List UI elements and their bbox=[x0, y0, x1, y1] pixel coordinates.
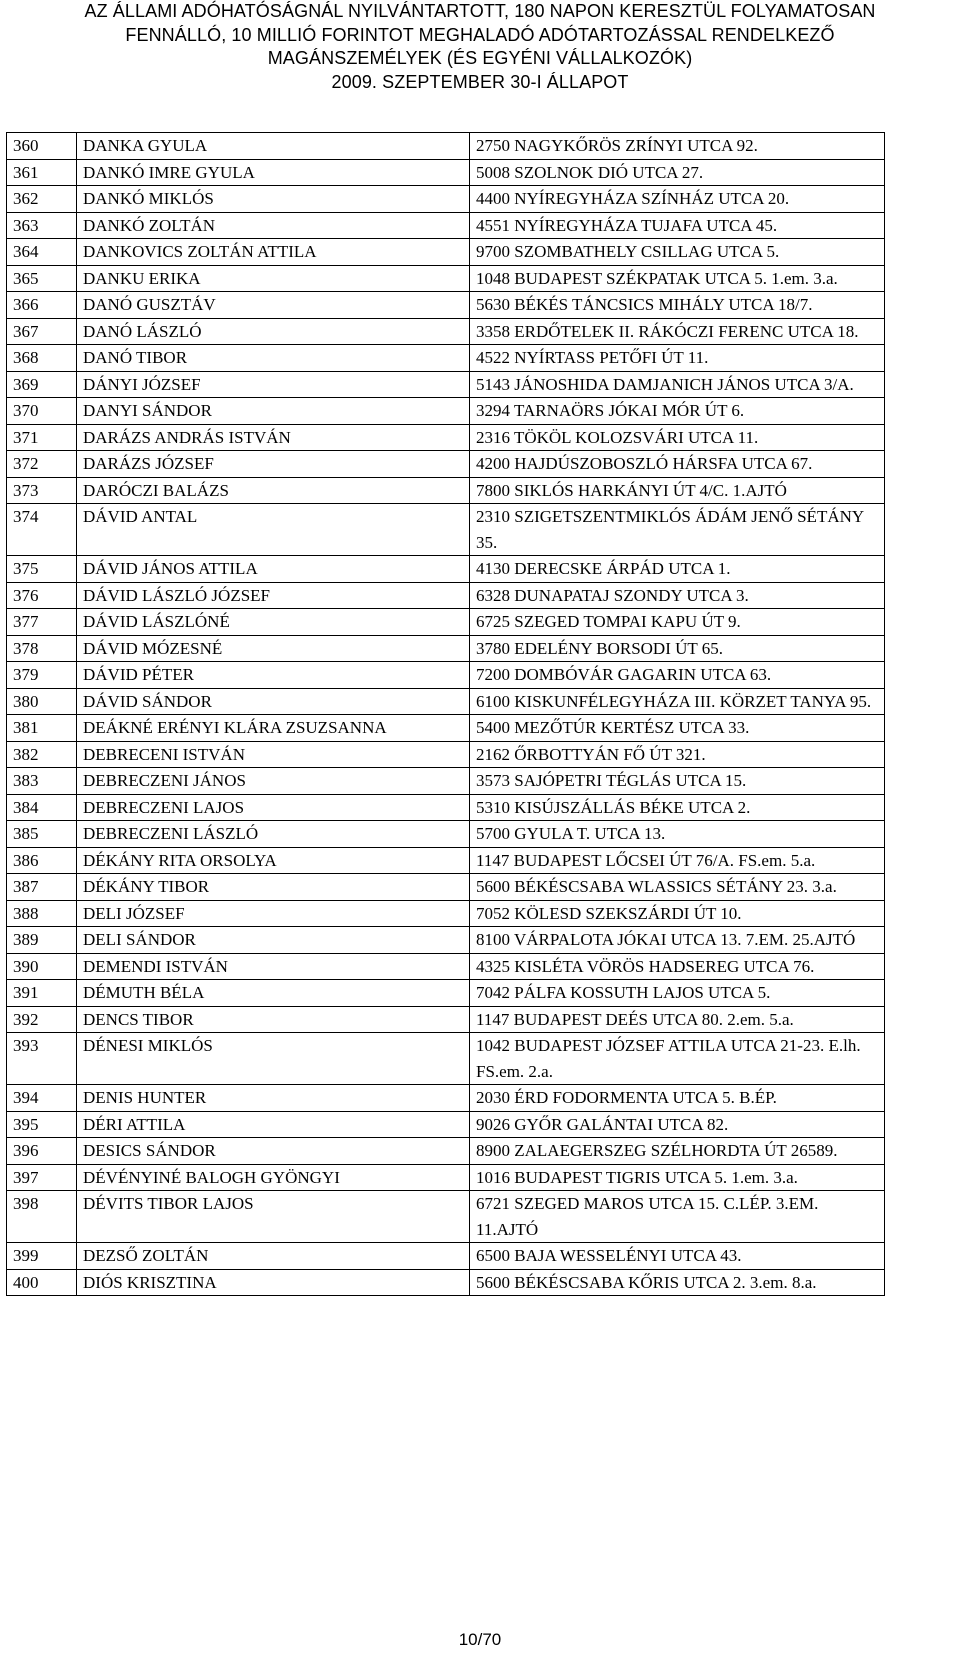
taxpayer-name: DARÓCZI BALÁZS bbox=[77, 477, 470, 504]
taxpayer-address: 2030 ÉRD FODORMENTA UTCA 5. B.ÉP. bbox=[470, 1085, 885, 1112]
row-number: 362 bbox=[7, 186, 77, 213]
table-row bbox=[7, 133, 885, 160]
taxpayer-name: DÉRI ATTILA bbox=[77, 1111, 470, 1138]
taxpayer-address: 1147 BUDAPEST LŐCSEI ÚT 76/A. FS.em. 5.a. bbox=[470, 847, 885, 874]
taxpayer-name: DÉNESI MIKLÓS bbox=[77, 1033, 470, 1085]
row-number: 372 bbox=[7, 451, 77, 478]
table-row bbox=[7, 1269, 885, 1296]
row-number: 363 bbox=[7, 212, 77, 239]
row-number: 374 bbox=[7, 504, 77, 556]
taxpayer-name: DANÓ LÁSZLÓ bbox=[77, 318, 470, 345]
table-row bbox=[7, 1111, 885, 1138]
taxpayer-address: 1042 BUDAPEST JÓZSEF ATTILA UTCA 21-23. E.lh. FS.em. 2.a. bbox=[470, 1033, 885, 1085]
taxpayer-name: DÁVID PÉTER bbox=[77, 662, 470, 689]
table-row bbox=[7, 556, 885, 583]
row-number: 391 bbox=[7, 980, 77, 1007]
table-row bbox=[7, 847, 885, 874]
table-row bbox=[7, 451, 885, 478]
table-row bbox=[7, 159, 885, 186]
taxpayer-address: 1048 BUDAPEST SZÉKPATAK UTCA 5. 1.em. 3.a. bbox=[470, 265, 885, 292]
taxpayer-name: DEBRECZENI LÁSZLÓ bbox=[77, 821, 470, 848]
table-row bbox=[7, 609, 885, 636]
taxpayer-address: 7200 DOMBÓVÁR GAGARIN UTCA 63. bbox=[470, 662, 885, 689]
row-number: 364 bbox=[7, 239, 77, 266]
row-number: 376 bbox=[7, 582, 77, 609]
taxpayer-name: DANKOVICS ZOLTÁN ATTILA bbox=[77, 239, 470, 266]
table-row bbox=[7, 398, 885, 425]
table-row bbox=[7, 980, 885, 1007]
table-row bbox=[7, 900, 885, 927]
taxpayer-name: DÁVID LÁSZLÓNÉ bbox=[77, 609, 470, 636]
table-row bbox=[7, 1191, 885, 1243]
row-number: 368 bbox=[7, 345, 77, 372]
taxpayer-address: 5600 BÉKÉSCSABA WLASSICS SÉTÁNY 23. 3.a. bbox=[470, 874, 885, 901]
taxpayer-name: DANKÓ ZOLTÁN bbox=[77, 212, 470, 239]
table-row bbox=[7, 794, 885, 821]
row-number: 378 bbox=[7, 635, 77, 662]
taxpayer-address: 9700 SZOMBATHELY CSILLAG UTCA 5. bbox=[470, 239, 885, 266]
row-number: 396 bbox=[7, 1138, 77, 1165]
row-number: 366 bbox=[7, 292, 77, 319]
header-line-2: FENNÁLLÓ, 10 MILLIÓ FORINTOT MEGHALADÓ ADÓTARTOZÁSSAL RENDELKEZŐ bbox=[125, 24, 835, 45]
taxpayer-name: DEBRECENI ISTVÁN bbox=[77, 741, 470, 768]
taxpayer-name: DANKÓ IMRE GYULA bbox=[77, 159, 470, 186]
taxpayer-address: 5008 SZOLNOK DIÓ UTCA 27. bbox=[470, 159, 885, 186]
page-number: 10/70 bbox=[458, 1630, 502, 1649]
table-row bbox=[7, 424, 885, 451]
taxpayer-address: 2310 SZIGETSZENTMIKLÓS ÁDÁM JENŐ SÉTÁNY 35. bbox=[470, 504, 885, 556]
row-number: 382 bbox=[7, 741, 77, 768]
table-row bbox=[7, 821, 885, 848]
row-number: 383 bbox=[7, 768, 77, 795]
taxpayer-name: DARÁZS JÓZSEF bbox=[77, 451, 470, 478]
taxpayer-address: 5143 JÁNOSHIDA DAMJANICH JÁNOS UTCA 3/A. bbox=[470, 371, 885, 398]
taxpayer-name: DÁVID SÁNDOR bbox=[77, 688, 470, 715]
row-number: 377 bbox=[7, 609, 77, 636]
table-row bbox=[7, 292, 885, 319]
taxpayer-name: DANKA GYULA bbox=[77, 133, 470, 160]
taxpayer-address: 6500 BAJA WESSELÉNYI UTCA 43. bbox=[470, 1243, 885, 1270]
taxpayer-name: DIÓS KRISZTINA bbox=[77, 1269, 470, 1296]
table-row bbox=[7, 768, 885, 795]
taxpayer-address: 5600 BÉKÉSCSABA KŐRIS UTCA 2. 3.em. 8.a. bbox=[470, 1269, 885, 1296]
row-number: 369 bbox=[7, 371, 77, 398]
taxpayer-address: 8900 ZALAEGERSZEG SZÉLHORDTA ÚT 26589. bbox=[470, 1138, 885, 1165]
taxpayer-address: 2162 ŐRBOTTYÁN FŐ ÚT 321. bbox=[470, 741, 885, 768]
taxpayer-address: 5630 BÉKÉS TÁNCSICS MIHÁLY UTCA 18/7. bbox=[470, 292, 885, 319]
row-number: 387 bbox=[7, 874, 77, 901]
table-row bbox=[7, 371, 885, 398]
taxpayer-name: DÉVÉNYINÉ BALOGH GYÖNGYI bbox=[77, 1164, 470, 1191]
taxpayer-address: 7800 SIKLÓS HARKÁNYI ÚT 4/C. 1.AJTÓ bbox=[470, 477, 885, 504]
taxpayer-name: DEBRECZENI LAJOS bbox=[77, 794, 470, 821]
row-number: 384 bbox=[7, 794, 77, 821]
taxpayer-name: DANKU ERIKA bbox=[77, 265, 470, 292]
taxpayer-name: DEMENDI ISTVÁN bbox=[77, 953, 470, 980]
taxpayer-name: DANÓ GUSZTÁV bbox=[77, 292, 470, 319]
taxpayer-name: DÁVID JÁNOS ATTILA bbox=[77, 556, 470, 583]
table-row bbox=[7, 345, 885, 372]
taxpayer-name: DÁVID LÁSZLÓ JÓZSEF bbox=[77, 582, 470, 609]
table-row bbox=[7, 239, 885, 266]
row-number: 389 bbox=[7, 927, 77, 954]
taxpayer-name: DENCS TIBOR bbox=[77, 1006, 470, 1033]
row-number: 379 bbox=[7, 662, 77, 689]
taxpayer-name: DÉKÁNY RITA ORSOLYA bbox=[77, 847, 470, 874]
taxpayer-name: DEÁKNÉ ERÉNYI KLÁRA ZSUZSANNA bbox=[77, 715, 470, 742]
row-number: 375 bbox=[7, 556, 77, 583]
row-number: 361 bbox=[7, 159, 77, 186]
taxpayer-name: DANYI SÁNDOR bbox=[77, 398, 470, 425]
table-row bbox=[7, 927, 885, 954]
row-number: 390 bbox=[7, 953, 77, 980]
taxpayer-address: 4400 NYÍREGYHÁZA SZÍNHÁZ UTCA 20. bbox=[470, 186, 885, 213]
taxpayer-address: 4325 KISLÉTA VÖRÖS HADSEREG UTCA 76. bbox=[470, 953, 885, 980]
taxpayer-address: 7052 KÖLESD SZEKSZÁRDI ÚT 10. bbox=[470, 900, 885, 927]
taxpayer-name: DEZSŐ ZOLTÁN bbox=[77, 1243, 470, 1270]
taxpayer-address: 3573 SAJÓPETRI TÉGLÁS UTCA 15. bbox=[470, 768, 885, 795]
taxpayer-address: 5310 KISÚJSZÁLLÁS BÉKE UTCA 2. bbox=[470, 794, 885, 821]
debtor-table-body bbox=[7, 133, 885, 1296]
row-number: 399 bbox=[7, 1243, 77, 1270]
table-row bbox=[7, 635, 885, 662]
taxpayer-name: DÁVID ANTAL bbox=[77, 504, 470, 556]
taxpayer-address: 4551 NYÍREGYHÁZA TUJAFA UTCA 45. bbox=[470, 212, 885, 239]
table-row bbox=[7, 874, 885, 901]
taxpayer-address: 2750 NAGYKŐRÖS ZRÍNYI UTCA 92. bbox=[470, 133, 885, 160]
table-row bbox=[7, 1085, 885, 1112]
taxpayer-name: DÉKÁNY TIBOR bbox=[77, 874, 470, 901]
row-number: 397 bbox=[7, 1164, 77, 1191]
table-row bbox=[7, 741, 885, 768]
table-row bbox=[7, 582, 885, 609]
table-row bbox=[7, 1164, 885, 1191]
taxpayer-name: DÁVID MÓZESNÉ bbox=[77, 635, 470, 662]
taxpayer-address: 4130 DERECSKE ÁRPÁD UTCA 1. bbox=[470, 556, 885, 583]
table-row bbox=[7, 477, 885, 504]
taxpayer-address: 4200 HAJDÚSZOBOSZLÓ HÁRSFA UTCA 67. bbox=[470, 451, 885, 478]
taxpayer-address: 1016 BUDAPEST TIGRIS UTCA 5. 1.em. 3.a. bbox=[470, 1164, 885, 1191]
table-row bbox=[7, 1006, 885, 1033]
row-number: 360 bbox=[7, 133, 77, 160]
taxpayer-name: DARÁZS ANDRÁS ISTVÁN bbox=[77, 424, 470, 451]
table-row bbox=[7, 212, 885, 239]
document-header bbox=[0, 0, 960, 94]
row-number: 371 bbox=[7, 424, 77, 451]
row-number: 393 bbox=[7, 1033, 77, 1085]
taxpayer-name: DESICS SÁNDOR bbox=[77, 1138, 470, 1165]
taxpayer-address: 6100 KISKUNFÉLEGYHÁZA III. KÖRZET TANYA 95. bbox=[470, 688, 885, 715]
taxpayer-name: DELI JÓZSEF bbox=[77, 900, 470, 927]
header-line-1: AZ ÁLLAMI ADÓHATÓSÁGNÁL NYILVÁNTARTOTT, 180 NAPON KERESZTÜL FOLYAMATOSAN bbox=[84, 1, 876, 21]
table-row bbox=[7, 265, 885, 292]
taxpayer-address: 9026 GYŐR GALÁNTAI UTCA 82. bbox=[470, 1111, 885, 1138]
row-number: 370 bbox=[7, 398, 77, 425]
table-row bbox=[7, 953, 885, 980]
taxpayer-name: DELI SÁNDOR bbox=[77, 927, 470, 954]
row-number: 365 bbox=[7, 265, 77, 292]
table-row bbox=[7, 688, 885, 715]
taxpayer-name: DENIS HUNTER bbox=[77, 1085, 470, 1112]
taxpayer-name: DANÓ TIBOR bbox=[77, 345, 470, 372]
taxpayer-address: 5700 GYULA T. UTCA 13. bbox=[470, 821, 885, 848]
taxpayer-address: 6328 DUNAPATAJ SZONDY UTCA 3. bbox=[470, 582, 885, 609]
row-number: 400 bbox=[7, 1269, 77, 1296]
taxpayer-name: DEBRECZENI JÁNOS bbox=[77, 768, 470, 795]
row-number: 380 bbox=[7, 688, 77, 715]
table-row bbox=[7, 504, 885, 556]
taxpayer-address: 3294 TARNAÖRS JÓKAI MÓR ÚT 6. bbox=[470, 398, 885, 425]
row-number: 367 bbox=[7, 318, 77, 345]
table-row bbox=[7, 662, 885, 689]
table-row bbox=[7, 1243, 885, 1270]
taxpayer-address: 6721 SZEGED MAROS UTCA 15. C.LÉP. 3.EM. 11.AJTÓ bbox=[470, 1191, 885, 1243]
row-number: 385 bbox=[7, 821, 77, 848]
row-number: 388 bbox=[7, 900, 77, 927]
row-number: 398 bbox=[7, 1191, 77, 1243]
row-number: 394 bbox=[7, 1085, 77, 1112]
taxpayer-address: 7042 PÁLFA KOSSUTH LAJOS UTCA 5. bbox=[470, 980, 885, 1007]
table-row bbox=[7, 1138, 885, 1165]
taxpayer-address: 1147 BUDAPEST DEÉS UTCA 80. 2.em. 5.a. bbox=[470, 1006, 885, 1033]
row-number: 373 bbox=[7, 477, 77, 504]
taxpayer-address: 6725 SZEGED TOMPAI KAPU ÚT 9. bbox=[470, 609, 885, 636]
row-number: 381 bbox=[7, 715, 77, 742]
table-row bbox=[7, 1033, 885, 1085]
taxpayer-address: 5400 MEZŐTÚR KERTÉSZ UTCA 33. bbox=[470, 715, 885, 742]
taxpayer-address: 8100 VÁRPALOTA JÓKAI UTCA 13. 7.EM. 25.AJTÓ bbox=[470, 927, 885, 954]
row-number: 386 bbox=[7, 847, 77, 874]
table-row bbox=[7, 318, 885, 345]
table-row bbox=[7, 186, 885, 213]
taxpayer-name: DANKÓ MIKLÓS bbox=[77, 186, 470, 213]
taxpayer-name: DÉVITS TIBOR LAJOS bbox=[77, 1191, 470, 1243]
row-number: 392 bbox=[7, 1006, 77, 1033]
taxpayer-address: 3358 ERDŐTELEK II. RÁKÓCZI FERENC UTCA 18. bbox=[470, 318, 885, 345]
header-line-3: MAGÁNSZEMÉLYEK (ÉS EGYÉNI VÁLLALKOZÓK) bbox=[267, 48, 693, 68]
table-row bbox=[7, 715, 885, 742]
taxpayer-address: 3780 EDELÉNY BORSODI ÚT 65. bbox=[470, 635, 885, 662]
header-line-4: 2009. SZEPTEMBER 30-I ÁLLAPOT bbox=[331, 71, 629, 92]
taxpayer-address: 4522 NYÍRTASS PETŐFI ÚT 11. bbox=[470, 345, 885, 372]
taxpayer-address: 2316 TÖKÖL KOLOZSVÁRI UTCA 11. bbox=[470, 424, 885, 451]
debtor-table bbox=[6, 132, 885, 1296]
row-number: 395 bbox=[7, 1111, 77, 1138]
taxpayer-name: DÉMUTH BÉLA bbox=[77, 980, 470, 1007]
taxpayer-name: DÁNYI JÓZSEF bbox=[77, 371, 470, 398]
